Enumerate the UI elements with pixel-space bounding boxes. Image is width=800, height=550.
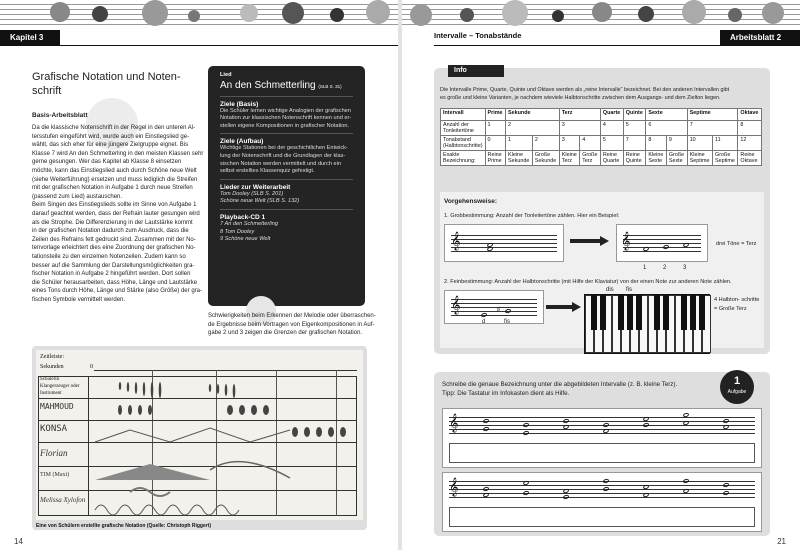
table-row [441,136,762,151]
timeline-label: Zeitleiste: [40,354,64,360]
worksheet-label: Arbeitsblatt 2 [720,30,800,46]
decorative-circle [460,8,474,22]
table-cell: 5 [623,121,646,136]
table-cell: 2 [532,136,559,151]
exercise-panel [434,372,770,536]
body-line: eines Tons durch Höhe, Länge und Stärke (also Größe) der gra- [32,288,202,295]
answer-row[interactable] [449,507,755,527]
note-head [722,482,729,488]
step-2-result: 4 Halbton- schritte = Große Terz [714,297,760,312]
info-text: Die Intervalle Prime, Quarte, Quinte und Oktave werden als „reine Intervalle“ bezeichnet. Bei den anderen Intervallen gibt es große und kleine Varianten, je nachdem wieviele Halbtonschritte zwischen dem Ausgangs- und dem Zielton liegen. [440,87,730,101]
zero-label: 0 [90,364,93,370]
treble-clef-icon: 𝄞 [621,231,631,250]
table-cell: 1 [485,121,506,136]
note-head [482,426,489,432]
student-name: KONSA [40,424,68,434]
table-cell: 5 [600,136,623,151]
body-line: die Schüler herausarbeiten, dass Höhe, Länge und Lautstärke [32,279,198,286]
box-heading: Ziele (Basis) [220,100,259,108]
divider [220,133,353,134]
body-line: tationsteile zu den einzelnen Notenzeilen. Zudem kann so [32,253,186,260]
note-head [522,490,529,496]
body-text [32,124,204,304]
table-cell: 9 [666,136,687,151]
table-cell: Kleine Sekunde [506,151,533,166]
key-label: dis [606,287,614,293]
table-cell: Sexte [646,109,687,121]
seconds-label: Sekunden [40,364,64,370]
note-head [482,418,489,424]
body-line: fischen Symbole vermittelt werden. [32,296,126,303]
info-panel [434,68,770,354]
student-name: Florian [40,448,68,458]
body-line: tenvorlage erleichtert dies eine Zuordnung der grafischen No- [32,245,196,252]
body-line: (siehe Weiterführung) ersetzen und muss lediglich die Streifen [32,176,198,183]
decorative-circle [762,2,784,24]
piano-black-key [600,295,606,330]
example-staff-2 [616,224,708,262]
decorative-circle [502,0,528,26]
table-cell: 3 [559,136,579,151]
table-cell: 0 [485,136,506,151]
key-label: fis [626,287,632,293]
note-head [682,478,689,484]
table-cell: 12 [738,136,762,151]
table-cell: 4 [600,121,623,136]
table-cell: Große Sexte [666,151,687,166]
decorative-circle [240,4,258,22]
body-line: in der grafischen Notation dadurch zum Ausdruck, dass die [32,228,189,235]
treble-clef-icon: 𝄞 [451,231,461,250]
grid-line [88,376,89,516]
note-head [482,486,489,492]
student-sheet-frame [32,346,367,530]
note-head [602,486,609,492]
step-1: 1. Grobbestimmung: Anzahl der Tonleitertöne zählen. Hier ein Beispiel: [444,213,620,219]
worksheet-topic: Intervalle – Tonabstände [434,31,522,40]
table-cell: Intervall [441,109,486,121]
box-heading: Ziele (Aufbau) [220,138,264,146]
decorative-circle [50,2,70,22]
table-cell: 3 [559,121,600,136]
piano-black-key [618,295,624,330]
step-number: 2 [663,265,667,271]
chapter-header: Kapitel 3 [0,30,60,46]
exercise-badge: 1 Aufgabe [720,370,754,404]
table-cell: 2 [506,121,560,136]
exercise-text: Schreibe die genaue Bezeichnung unter die abgebildeten Intervalle (z. B. kleine Terz). Tipp: Die Tastatur im Infokasten dient als Hilfe. [442,381,678,397]
body-line: besser auf die Sammlung der Darstellungsmöglichkeiten gra- [32,262,195,269]
graphic-notation-drawing [90,380,360,520]
piano-black-key [636,295,642,330]
divider [220,179,353,180]
info-tab: Info [448,65,504,77]
title-line: schrift [32,85,62,97]
exercise-staff-2 [442,472,762,532]
body-line: darauf geachtet werden, dass der Refrain lauter gesungen wird [32,210,200,217]
piano-black-key [663,295,669,330]
table-cell: 8 [738,121,762,136]
table-cell: Tonabstand (Halbtonschritte) [441,136,486,151]
right-page [402,0,800,550]
note-head [602,422,609,428]
body-line: als die Strophe. Die Differenzierung in der Lautstärke kommt [32,219,193,226]
piano-black-key [690,295,696,330]
note-label: fis [504,319,510,325]
body-line: Da die klassische Notenschrift in der Regel in den unteren Al- [32,125,196,131]
table-cell: 10 [687,136,712,151]
answer-row[interactable] [449,443,755,463]
table-row [441,121,762,136]
exercise-staff-1 [442,408,762,468]
note-head [642,422,649,428]
decorative-circle [682,0,706,24]
table-cell: Kleine Terz [559,151,579,166]
divider [220,96,353,97]
page-title [32,70,202,98]
note-head [602,478,609,484]
body-line: Klasse 7 wird An den Schmetterling in den meisten Klassen sehr [32,150,204,157]
example-staff-1 [444,224,564,262]
timeline [94,370,357,371]
table-cell: 4 [580,136,601,151]
note-label: d [482,319,486,325]
table-cell: Septime [687,109,738,121]
table-cell: Große Septime [713,151,738,166]
table-cell: Reine Quinte [623,151,646,166]
table-cell: 6 [646,121,687,136]
table-cell: Große Sekunde [532,151,559,166]
body-text: Schwierigkeiten beim Erkennen der Melodie oder überraschen- de Ergebnisse beim Vortragen von Eigenkompositionen in Auf- gabe 2 und 3 zeigen die Grenzen der grafischen Notation. [208,313,376,337]
step-1-result: drei Töne = Terz [716,241,757,247]
image-caption: Eine von Schülern erstellte grafische Notation (Quelle: Christoph Riggert) [36,523,212,529]
box-text: Wichtige Stationen bei der geschichtlichen Entwick- lung der Notenschrift und die Grundlagen der klas- sischen Notation werden vermittelt und durch ein selbst erstelltes Klassenquiz gefestigt. [220,145,348,175]
treble-clef-icon: 𝄞 [451,295,461,314]
column-header: Schülerin Klangerzeuger oder Instrument [40,377,80,396]
student-name: TIM (Maxi) [40,472,70,478]
table-cell: 11 [713,136,738,151]
section-heading: Basis-Arbeitsblatt [32,112,88,119]
piano-black-key [627,295,633,330]
body-line: mit der grafischen Notation in Aufgabe 1 durch neue Streifen [32,185,193,192]
example-staff-3 [444,290,544,324]
table-cell: Oktave [738,109,762,121]
note-head [522,430,529,436]
song-title: An den Schmetterling (SLB S. 31) [220,79,342,91]
piano-black-key [681,295,687,330]
table-cell: Sekunde [506,109,560,121]
note-head [522,422,529,428]
table-cell: Kleine Septime [687,151,712,166]
note-head [722,490,729,496]
piano-keyboard [584,294,710,354]
table-cell: 1 [506,136,533,151]
table-cell: Reine Prime [485,151,506,166]
decorative-circle [552,10,564,22]
sharp-icon: ♯ [497,307,500,313]
decorative-circle [330,8,344,22]
body-line: fischer Notation in Aufgabe 2 hingeführt werden. Dort sollen [32,271,191,278]
decorative-circle [282,2,304,24]
step-number: 1 [643,265,647,271]
decorative-circle [366,0,390,24]
step-number: 3 [683,265,687,271]
body-line: tersstufen eingeführt wird, wurde auch ein Einstiegslied ge- [32,133,190,140]
box-text: Die Schüler lernen wichtige Analogien der grafischen Notation zur klassischen Notenschrift kennen und er- stellen eigene Kompositionen in grafischer Notation. [220,107,352,129]
decorative-circle [188,10,200,22]
table-cell: Quinte [623,109,646,121]
table-row [441,109,762,121]
body-line: wählt, das sich eher für eine jüngere Zielgruppe eignet. Bis [32,142,189,149]
box-heading: Playback-CD 1 [220,213,266,221]
divider [220,209,353,210]
decorative-circle [92,6,108,22]
body-line: (passend zum Lied) austauschen. [32,193,123,200]
body-line: Beim Singen des Einstiegslieds sollte im Sinne von Aufgabe 1 [32,202,197,209]
table-cell: Reine Quarte [600,151,623,166]
header-rule [434,45,720,46]
student-name: Melissa Xylofon [40,496,86,504]
table-cell: 8 [646,136,667,151]
student-name: MAHMOUD [40,402,74,411]
page-number: 14 [14,537,23,546]
box-label: Lied [220,72,232,78]
table-cell: Quarte [600,109,623,121]
body-line: gerne gesungen. Wer das Kapitel ab Klasse 8 einsetzen [32,159,182,166]
note-head [562,418,569,424]
student-sheet [36,350,363,520]
note-head [562,494,569,500]
piano-black-key [654,295,660,330]
piano-black-key [591,295,597,330]
table-cell: Große Terz [580,151,601,166]
body-line: möchte, kann das Einstiegslied auch durch Schöne neue Welt [32,167,197,174]
table-cell: 7 [687,121,738,136]
piano-black-key [699,295,705,330]
box-text: Tom Dooley (SLB S. 201) Schöne neue Welt (SLB S. 132) [220,190,300,205]
table-cell: Prime [485,109,506,121]
arrow-icon [546,302,582,312]
table-cell: Kleine Sexte [646,151,667,166]
table-cell: Anzahl der Tonleitertöne [441,121,486,136]
info-box [208,66,365,306]
decorative-circle [410,4,432,26]
table-row [441,151,762,166]
treble-clef-icon: 𝄞 [449,413,459,432]
table-cell: Exakte Bezeichnung: [441,151,486,166]
interval-table [440,108,762,166]
arrow-icon [570,236,610,246]
step-2: 2. Feinbestimmung: Anzahl der Halbtonschritte (mit Hilfe der Klaviatur) von der einen Note zur anderen Note zählen. [444,279,732,285]
note-head [722,418,729,424]
procedure-heading: Vorgehensweise: [444,198,497,205]
title-line: Grafische Notation und Noten- [32,71,181,83]
decorative-circle [142,0,168,26]
table-cell: Terz [559,109,600,121]
table-cell: 7 [623,136,646,151]
header-rule [60,45,398,46]
decorative-circle [592,2,612,22]
box-text: 7 An den Schmetterling 8 Tom Dooley 9 Schöne neue Welt [220,220,278,243]
box-heading: Lieder zur Weiterarbeit [220,183,291,191]
page-number: 21 [777,537,786,546]
body-line: Zeilen des Refrains fett gedruckt sind. Zusammen mit der No- [32,236,196,243]
decorative-circle [728,8,742,22]
table-cell: Reine Oktave [738,151,762,166]
treble-clef-icon: 𝄞 [449,477,459,496]
decorative-circle [638,6,654,22]
left-page [0,0,398,550]
